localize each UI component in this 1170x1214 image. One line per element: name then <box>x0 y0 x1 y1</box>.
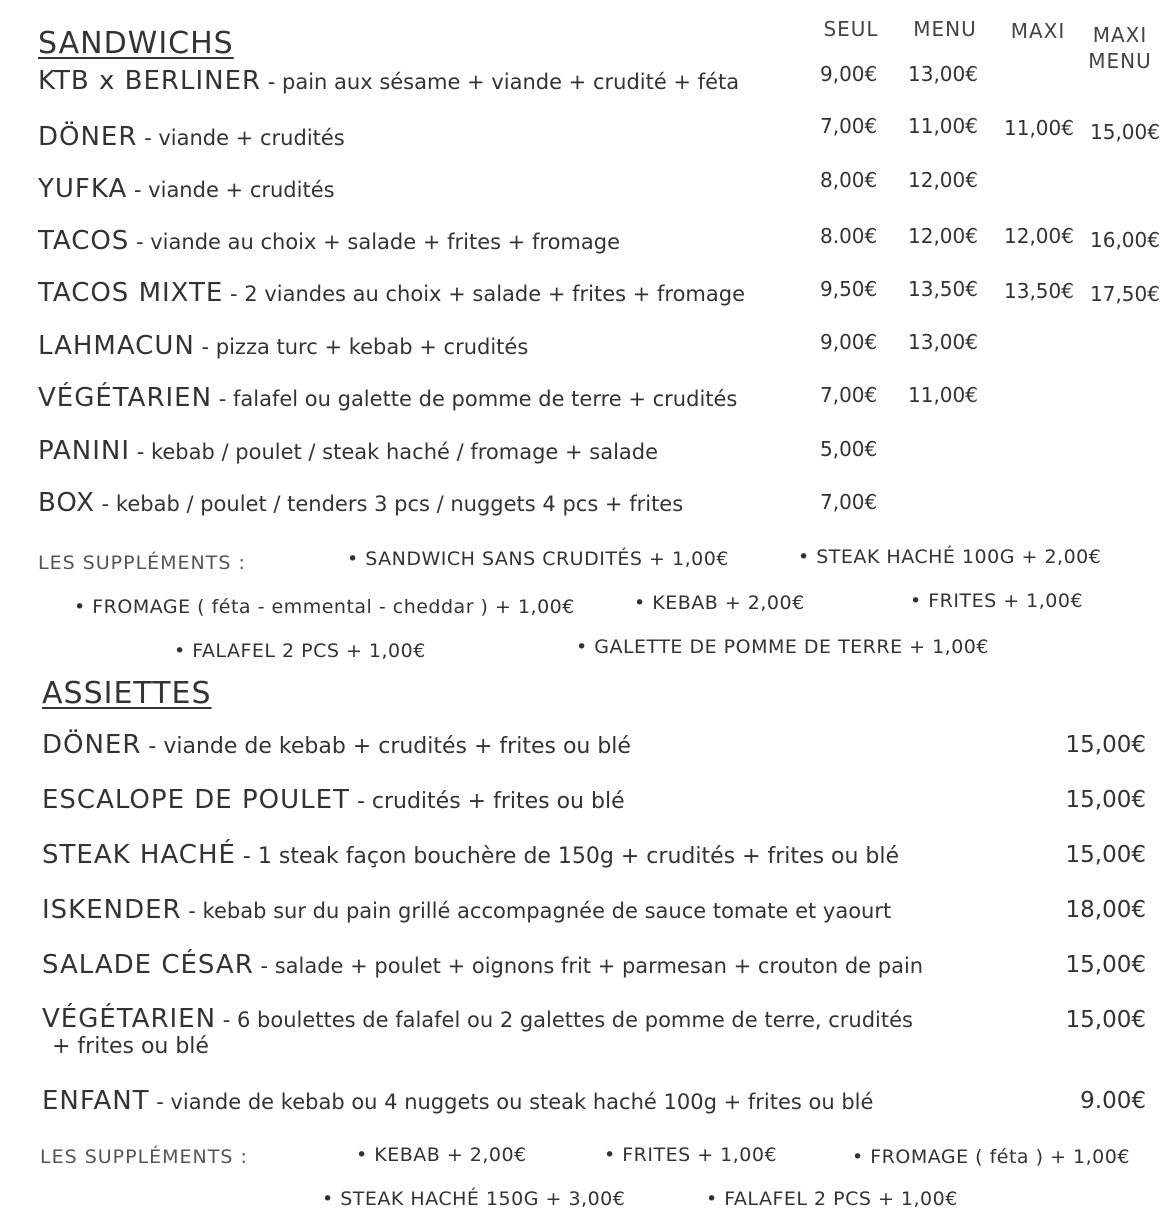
assiette-row <box>42 950 923 980</box>
item-name: BOX <box>38 488 95 518</box>
item-desc: - pain aux sésame + viande + crudité + féta <box>261 70 740 94</box>
price: 15,00€ <box>1065 732 1146 758</box>
item-desc-continued: + frites ou blé <box>52 1034 209 1059</box>
supplement-item: • FROMAGE ( féta ) + 1,00€ <box>852 1146 1130 1168</box>
price-seul: 7,00€ <box>820 490 878 514</box>
item-name: YUFKA <box>38 174 128 204</box>
assiette-row <box>42 895 891 925</box>
price: 15,00€ <box>1065 952 1146 978</box>
item-name: DÖNER <box>42 730 142 760</box>
item-name: STEAK HACHÉ <box>42 840 236 870</box>
item-name: DÖNER <box>38 122 138 152</box>
item-name: LAHMACUN <box>38 331 195 361</box>
price-maxi-menu: 17,50€ <box>1090 282 1160 306</box>
assiettes-title: ASSIETTES <box>42 676 212 711</box>
item-desc: - salade + poulet + oignons frit + parmesan + crouton de pain <box>253 954 924 978</box>
item-desc: - viande de kebab ou 4 nuggets ou steak haché 100g + frites ou blé <box>149 1090 874 1114</box>
item-name: VÉGÉTARIEN <box>42 1004 217 1034</box>
price-menu: 13,00€ <box>908 62 978 86</box>
supplement-item: • SANDWICH SANS CRUDITÉS + 1,00€ <box>347 548 729 570</box>
item-name: VÉGÉTARIEN <box>38 383 213 413</box>
item-desc: - 1 steak façon bouchère de 150g + crudités + frites ou blé <box>235 844 900 869</box>
col-head-maxi: MAXI <box>1010 19 1066 43</box>
price-seul: 7,00€ <box>820 383 878 407</box>
sandwich-row <box>38 226 620 256</box>
item-name: ISKENDER <box>42 895 182 925</box>
assiette-row <box>42 785 625 815</box>
price-menu: 12,00€ <box>908 224 978 248</box>
item-desc: - kebab / poulet / tenders 3 pcs / nuggets 4 pcs + frites <box>95 492 684 516</box>
assiette-row <box>42 730 631 760</box>
sandwich-row <box>38 174 335 204</box>
item-name: PANINI <box>38 436 131 466</box>
sandwich-row <box>38 488 683 518</box>
item-desc: - kebab sur du pain grillé accompagnée de sauce tomate et yaourt <box>181 899 892 923</box>
col-head-maxi-menu: MAXI MENU <box>1088 23 1152 73</box>
price: 15,00€ <box>1065 842 1146 868</box>
price-seul: 8.00€ <box>820 224 878 248</box>
price-seul: 9,00€ <box>820 330 878 354</box>
assiette-row <box>42 840 899 870</box>
item-desc: - viande + crudités <box>127 178 335 202</box>
col-head-seul: SEUL <box>823 17 879 41</box>
supplements-label: LES SUPPLÉMENTS : <box>38 552 246 574</box>
item-desc: - viande + crudités <box>137 126 345 150</box>
price-menu: 12,00€ <box>908 168 978 192</box>
sandwich-row <box>38 66 739 96</box>
col-head-menu: MENU <box>913 17 977 41</box>
price-maxi-menu: 15,00€ <box>1090 120 1160 144</box>
price: 9.00€ <box>1080 1088 1146 1114</box>
item-name: ENFANT <box>42 1086 150 1116</box>
supplement-item: • FALAFEL 2 PCS + 1,00€ <box>706 1188 958 1210</box>
item-desc: - 2 viandes au choix + salade + frites + fromage <box>223 282 745 306</box>
price-seul: 5,00€ <box>820 437 878 461</box>
price-maxi-menu: 16,00€ <box>1090 228 1160 252</box>
supplements-label: LES SUPPLÉMENTS : <box>40 1146 248 1168</box>
sandwich-row <box>38 436 658 466</box>
price-menu: 13,00€ <box>908 330 978 354</box>
price-seul: 9,50€ <box>820 277 878 301</box>
price-menu: 11,00€ <box>908 383 978 407</box>
item-name: TACOS <box>38 226 130 256</box>
price-maxi: 11,00€ <box>1004 116 1074 140</box>
item-name: TACOS MIXTE <box>38 278 224 308</box>
supplement-item: • FALAFEL 2 PCS + 1,00€ <box>174 640 426 662</box>
price-menu: 13,50€ <box>908 277 978 301</box>
supplement-item: • KEBAB + 2,00€ <box>634 592 805 614</box>
item-desc: - crudités + frites ou blé <box>349 789 625 814</box>
sandwich-row <box>38 383 737 413</box>
item-desc: - viande de kebab + crudités + frites ou blé <box>141 734 631 759</box>
supplement-item: • STEAK HACHÉ 150G + 3,00€ <box>322 1188 626 1210</box>
price: 15,00€ <box>1065 787 1146 813</box>
item-desc: - falafel ou galette de pomme de terre + crudités <box>212 387 738 411</box>
supplement-item: • FRITES + 1,00€ <box>910 590 1084 612</box>
item-desc: - viande au choix + salade + frites + fromage <box>129 230 620 254</box>
price-maxi: 13,50€ <box>1004 279 1074 303</box>
supplement-item: • FROMAGE ( féta - emmental - cheddar ) + 1,00€ <box>74 596 575 618</box>
supplement-item: • GALETTE DE POMME DE TERRE + 1,00€ <box>576 636 989 658</box>
sandwichs-title: SANDWICHS <box>38 26 234 61</box>
sandwich-row <box>38 278 745 308</box>
price-maxi: 12,00€ <box>1004 224 1074 248</box>
price-seul: 7,00€ <box>820 114 878 138</box>
supplement-item: • FRITES + 1,00€ <box>604 1144 778 1166</box>
price: 15,00€ <box>1065 1007 1146 1033</box>
sandwich-row <box>38 122 345 152</box>
assiette-row <box>42 1086 873 1116</box>
price-menu: 11,00€ <box>908 114 978 138</box>
item-name: KTB x BERLINER <box>38 66 262 96</box>
sandwich-row <box>38 331 528 361</box>
assiette-row <box>42 1004 913 1034</box>
supplement-item: • STEAK HACHÉ 100G + 2,00€ <box>798 546 1102 568</box>
item-name: SALADE CÉSAR <box>42 950 254 980</box>
item-desc: - 6 boulettes de falafel ou 2 galettes de pomme de terre, crudités <box>216 1008 913 1032</box>
price-seul: 8,00€ <box>820 168 878 192</box>
supplement-item: • KEBAB + 2,00€ <box>356 1144 527 1166</box>
item-desc: - kebab / poulet / steak haché / fromage + salade <box>130 440 659 464</box>
price-seul: 9,00€ <box>820 62 878 86</box>
price: 18,00€ <box>1065 897 1146 923</box>
item-name: ESCALOPE DE POULET <box>42 785 350 815</box>
item-desc: - pizza turc + kebab + crudités <box>194 335 529 359</box>
